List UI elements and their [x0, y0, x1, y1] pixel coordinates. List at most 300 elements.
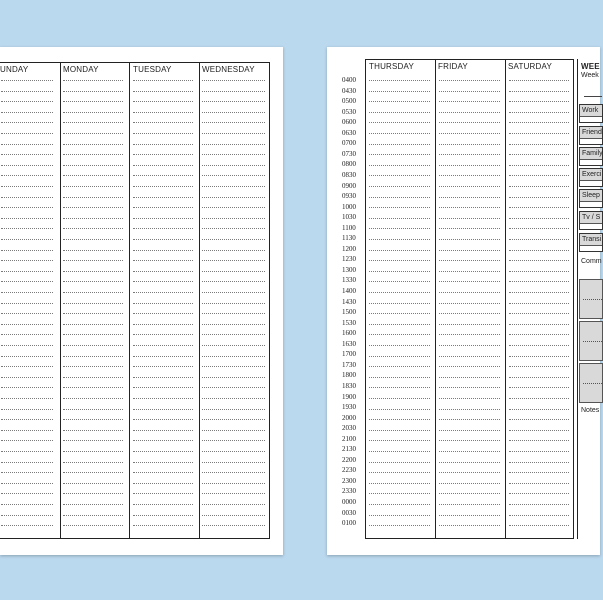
- entry-line[interactable]: [63, 472, 123, 473]
- summary-box[interactable]: [579, 189, 603, 208]
- entry-line[interactable]: [133, 197, 193, 198]
- entry-line[interactable]: [369, 334, 430, 335]
- summary-box[interactable]: [579, 126, 603, 145]
- entry-line[interactable]: [63, 313, 123, 314]
- entry-line[interactable]: [133, 472, 193, 473]
- entry-line[interactable]: [509, 101, 569, 102]
- entry-line[interactable]: [133, 345, 193, 346]
- entry-line[interactable]: [133, 366, 193, 367]
- entry-line[interactable]: [1, 218, 53, 219]
- entry-line[interactable]: [63, 366, 123, 367]
- entry-line[interactable]: [509, 462, 569, 463]
- entry-line[interactable]: [202, 281, 265, 282]
- entry-line[interactable]: [369, 250, 430, 251]
- entry-line[interactable]: [63, 515, 123, 516]
- entry-line[interactable]: [509, 250, 569, 251]
- entry-line[interactable]: [1, 324, 53, 325]
- entry-line[interactable]: [439, 504, 500, 505]
- summary-box[interactable]: [579, 104, 603, 123]
- entry-line[interactable]: [202, 515, 265, 516]
- entry-line[interactable]: [63, 356, 123, 357]
- entry-line[interactable]: [133, 440, 193, 441]
- entry-line[interactable]: [202, 186, 265, 187]
- entry-line[interactable]: [133, 281, 193, 282]
- entry-line[interactable]: [1, 271, 53, 272]
- entry-line[interactable]: [1, 451, 53, 452]
- entry-line[interactable]: [63, 334, 123, 335]
- entry-line[interactable]: [439, 303, 500, 304]
- entry-line[interactable]: [369, 525, 430, 526]
- entry-line[interactable]: [202, 430, 265, 431]
- entry-line[interactable]: [369, 387, 430, 388]
- entry-line[interactable]: [509, 154, 569, 155]
- entry-line[interactable]: [133, 419, 193, 420]
- entry-line[interactable]: [133, 292, 193, 293]
- entry-line[interactable]: [369, 260, 430, 261]
- entry-line[interactable]: [439, 334, 500, 335]
- entry-line[interactable]: [1, 197, 53, 198]
- entry-line[interactable]: [202, 292, 265, 293]
- entry-line[interactable]: [439, 356, 500, 357]
- entry-line[interactable]: [63, 165, 123, 166]
- entry-line[interactable]: [439, 409, 500, 410]
- entry-line[interactable]: [133, 133, 193, 134]
- comment-block[interactable]: [579, 279, 603, 319]
- entry-line[interactable]: [63, 324, 123, 325]
- entry-line[interactable]: [509, 228, 569, 229]
- entry-line[interactable]: [202, 504, 265, 505]
- entry-line[interactable]: [202, 228, 265, 229]
- entry-line[interactable]: [63, 260, 123, 261]
- entry-line[interactable]: [439, 228, 500, 229]
- entry-line[interactable]: [133, 493, 193, 494]
- entry-line[interactable]: [509, 430, 569, 431]
- entry-line[interactable]: [202, 239, 265, 240]
- entry-line[interactable]: [369, 175, 430, 176]
- entry-line[interactable]: [1, 483, 53, 484]
- entry-line[interactable]: [63, 281, 123, 282]
- entry-line[interactable]: [202, 80, 265, 81]
- entry-line[interactable]: [63, 483, 123, 484]
- entry-line[interactable]: [202, 377, 265, 378]
- entry-line[interactable]: [1, 409, 53, 410]
- entry-line[interactable]: [63, 154, 123, 155]
- entry-line[interactable]: [63, 101, 123, 102]
- entry-line[interactable]: [133, 112, 193, 113]
- entry-line[interactable]: [369, 483, 430, 484]
- entry-line[interactable]: [133, 80, 193, 81]
- entry-line[interactable]: [439, 207, 500, 208]
- entry-line[interactable]: [369, 112, 430, 113]
- entry-line[interactable]: [439, 493, 500, 494]
- entry-line[interactable]: [509, 334, 569, 335]
- entry-line[interactable]: [202, 387, 265, 388]
- entry-line[interactable]: [509, 313, 569, 314]
- entry-line[interactable]: [1, 144, 53, 145]
- entry-line[interactable]: [509, 345, 569, 346]
- entry-line[interactable]: [369, 409, 430, 410]
- entry-line[interactable]: [1, 239, 53, 240]
- entry-line[interactable]: [509, 377, 569, 378]
- entry-line[interactable]: [63, 303, 123, 304]
- entry-line[interactable]: [509, 218, 569, 219]
- entry-line[interactable]: [1, 525, 53, 526]
- entry-line[interactable]: [202, 313, 265, 314]
- entry-line[interactable]: [369, 144, 430, 145]
- entry-line[interactable]: [369, 239, 430, 240]
- entry-line[interactable]: [439, 112, 500, 113]
- entry-line[interactable]: [133, 377, 193, 378]
- entry-line[interactable]: [133, 186, 193, 187]
- entry-line[interactable]: [202, 334, 265, 335]
- entry-line[interactable]: [509, 144, 569, 145]
- entry-line[interactable]: [369, 101, 430, 102]
- entry-line[interactable]: [509, 260, 569, 261]
- entry-line[interactable]: [369, 440, 430, 441]
- summary-box[interactable]: [579, 233, 603, 252]
- entry-line[interactable]: [63, 122, 123, 123]
- entry-line[interactable]: [439, 419, 500, 420]
- entry-line[interactable]: [133, 154, 193, 155]
- entry-line[interactable]: [1, 472, 53, 473]
- entry-line[interactable]: [202, 451, 265, 452]
- entry-line[interactable]: [369, 228, 430, 229]
- entry-line[interactable]: [133, 175, 193, 176]
- entry-line[interactable]: [202, 440, 265, 441]
- entry-line[interactable]: [202, 218, 265, 219]
- entry-line[interactable]: [63, 91, 123, 92]
- entry-line[interactable]: [369, 218, 430, 219]
- entry-line[interactable]: [1, 303, 53, 304]
- entry-line[interactable]: [202, 165, 265, 166]
- entry-line[interactable]: [509, 197, 569, 198]
- entry-line[interactable]: [1, 281, 53, 282]
- entry-line[interactable]: [202, 493, 265, 494]
- entry-line[interactable]: [202, 303, 265, 304]
- entry-line[interactable]: [509, 239, 569, 240]
- entry-line[interactable]: [63, 409, 123, 410]
- entry-line[interactable]: [202, 154, 265, 155]
- entry-line[interactable]: [1, 133, 53, 134]
- entry-line[interactable]: [439, 91, 500, 92]
- entry-line[interactable]: [202, 91, 265, 92]
- entry-line[interactable]: [202, 324, 265, 325]
- entry-line[interactable]: [1, 504, 53, 505]
- entry-line[interactable]: [63, 239, 123, 240]
- entry-line[interactable]: [63, 493, 123, 494]
- entry-line[interactable]: [1, 207, 53, 208]
- summary-box[interactable]: [579, 147, 603, 166]
- entry-line[interactable]: [63, 462, 123, 463]
- entry-line[interactable]: [1, 154, 53, 155]
- entry-line[interactable]: [202, 345, 265, 346]
- comment-block[interactable]: [579, 321, 603, 361]
- entry-line[interactable]: [439, 525, 500, 526]
- entry-line[interactable]: [63, 451, 123, 452]
- entry-line[interactable]: [439, 483, 500, 484]
- entry-line[interactable]: [369, 356, 430, 357]
- entry-line[interactable]: [439, 281, 500, 282]
- entry-line[interactable]: [439, 165, 500, 166]
- entry-line[interactable]: [1, 80, 53, 81]
- entry-line[interactable]: [509, 356, 569, 357]
- entry-line[interactable]: [369, 303, 430, 304]
- entry-line[interactable]: [202, 419, 265, 420]
- entry-line[interactable]: [202, 175, 265, 176]
- entry-line[interactable]: [133, 101, 193, 102]
- entry-line[interactable]: [202, 260, 265, 261]
- entry-line[interactable]: [509, 440, 569, 441]
- entry-line[interactable]: [369, 186, 430, 187]
- entry-line[interactable]: [202, 409, 265, 410]
- entry-line[interactable]: [509, 112, 569, 113]
- entry-line[interactable]: [369, 377, 430, 378]
- entry-line[interactable]: [509, 387, 569, 388]
- entry-line[interactable]: [439, 144, 500, 145]
- entry-line[interactable]: [133, 462, 193, 463]
- entry-line[interactable]: [509, 292, 569, 293]
- week-field[interactable]: [584, 89, 602, 97]
- entry-line[interactable]: [369, 165, 430, 166]
- entry-line[interactable]: [133, 313, 193, 314]
- entry-line[interactable]: [202, 356, 265, 357]
- entry-line[interactable]: [369, 122, 430, 123]
- entry-line[interactable]: [63, 207, 123, 208]
- entry-line[interactable]: [369, 154, 430, 155]
- entry-line[interactable]: [439, 218, 500, 219]
- entry-line[interactable]: [202, 366, 265, 367]
- entry-line[interactable]: [202, 197, 265, 198]
- entry-line[interactable]: [1, 228, 53, 229]
- entry-line[interactable]: [369, 430, 430, 431]
- entry-line[interactable]: [509, 419, 569, 420]
- entry-line[interactable]: [202, 133, 265, 134]
- entry-line[interactable]: [509, 186, 569, 187]
- entry-line[interactable]: [439, 250, 500, 251]
- entry-line[interactable]: [439, 430, 500, 431]
- entry-line[interactable]: [63, 250, 123, 251]
- entry-line[interactable]: [133, 324, 193, 325]
- entry-line[interactable]: [509, 207, 569, 208]
- entry-line[interactable]: [63, 144, 123, 145]
- entry-line[interactable]: [439, 122, 500, 123]
- entry-line[interactable]: [509, 472, 569, 473]
- entry-line[interactable]: [439, 133, 500, 134]
- entry-line[interactable]: [202, 112, 265, 113]
- entry-line[interactable]: [439, 472, 500, 473]
- entry-line[interactable]: [202, 525, 265, 526]
- entry-line[interactable]: [133, 430, 193, 431]
- entry-line[interactable]: [133, 483, 193, 484]
- entry-line[interactable]: [1, 101, 53, 102]
- entry-line[interactable]: [1, 387, 53, 388]
- entry-line[interactable]: [439, 440, 500, 441]
- entry-line[interactable]: [63, 525, 123, 526]
- entry-line[interactable]: [369, 324, 430, 325]
- entry-line[interactable]: [439, 239, 500, 240]
- entry-line[interactable]: [439, 377, 500, 378]
- entry-line[interactable]: [509, 281, 569, 282]
- entry-line[interactable]: [202, 207, 265, 208]
- entry-line[interactable]: [369, 419, 430, 420]
- entry-line[interactable]: [63, 175, 123, 176]
- entry-line[interactable]: [63, 440, 123, 441]
- entry-line[interactable]: [1, 377, 53, 378]
- entry-line[interactable]: [509, 451, 569, 452]
- entry-line[interactable]: [1, 356, 53, 357]
- entry-line[interactable]: [369, 80, 430, 81]
- entry-line[interactable]: [439, 154, 500, 155]
- entry-line[interactable]: [63, 292, 123, 293]
- entry-line[interactable]: [369, 207, 430, 208]
- entry-line[interactable]: [509, 409, 569, 410]
- entry-line[interactable]: [1, 175, 53, 176]
- entry-line[interactable]: [133, 504, 193, 505]
- entry-line[interactable]: [439, 345, 500, 346]
- entry-line[interactable]: [369, 493, 430, 494]
- entry-line[interactable]: [133, 303, 193, 304]
- entry-line[interactable]: [133, 409, 193, 410]
- entry-line[interactable]: [509, 525, 569, 526]
- entry-line[interactable]: [439, 313, 500, 314]
- entry-line[interactable]: [1, 112, 53, 113]
- entry-line[interactable]: [63, 112, 123, 113]
- entry-line[interactable]: [369, 366, 430, 367]
- entry-line[interactable]: [439, 324, 500, 325]
- entry-line[interactable]: [133, 398, 193, 399]
- entry-line[interactable]: [1, 186, 53, 187]
- entry-line[interactable]: [133, 91, 193, 92]
- entry-line[interactable]: [509, 303, 569, 304]
- entry-line[interactable]: [133, 260, 193, 261]
- entry-line[interactable]: [1, 430, 53, 431]
- entry-line[interactable]: [133, 515, 193, 516]
- entry-line[interactable]: [369, 91, 430, 92]
- entry-line[interactable]: [439, 80, 500, 81]
- entry-line[interactable]: [369, 515, 430, 516]
- entry-line[interactable]: [63, 419, 123, 420]
- entry-line[interactable]: [439, 292, 500, 293]
- entry-line[interactable]: [1, 493, 53, 494]
- entry-line[interactable]: [202, 462, 265, 463]
- entry-line[interactable]: [369, 462, 430, 463]
- entry-line[interactable]: [439, 271, 500, 272]
- entry-line[interactable]: [439, 366, 500, 367]
- entry-line[interactable]: [202, 472, 265, 473]
- entry-line[interactable]: [1, 366, 53, 367]
- entry-line[interactable]: [133, 334, 193, 335]
- entry-line[interactable]: [63, 398, 123, 399]
- entry-line[interactable]: [202, 483, 265, 484]
- entry-line[interactable]: [202, 271, 265, 272]
- entry-line[interactable]: [369, 345, 430, 346]
- entry-line[interactable]: [63, 228, 123, 229]
- entry-line[interactable]: [63, 197, 123, 198]
- entry-line[interactable]: [133, 122, 193, 123]
- entry-line[interactable]: [133, 239, 193, 240]
- entry-line[interactable]: [63, 345, 123, 346]
- entry-line[interactable]: [369, 197, 430, 198]
- entry-line[interactable]: [439, 398, 500, 399]
- entry-line[interactable]: [369, 472, 430, 473]
- entry-line[interactable]: [133, 250, 193, 251]
- entry-line[interactable]: [202, 144, 265, 145]
- entry-line[interactable]: [133, 165, 193, 166]
- entry-line[interactable]: [63, 80, 123, 81]
- entry-line[interactable]: [1, 250, 53, 251]
- entry-line[interactable]: [439, 387, 500, 388]
- entry-line[interactable]: [509, 366, 569, 367]
- entry-line[interactable]: [439, 186, 500, 187]
- entry-line[interactable]: [1, 515, 53, 516]
- entry-line[interactable]: [133, 271, 193, 272]
- entry-line[interactable]: [1, 462, 53, 463]
- entry-line[interactable]: [1, 91, 53, 92]
- entry-line[interactable]: [509, 504, 569, 505]
- entry-line[interactable]: [133, 218, 193, 219]
- entry-line[interactable]: [63, 133, 123, 134]
- entry-line[interactable]: [63, 377, 123, 378]
- entry-line[interactable]: [509, 165, 569, 166]
- entry-line[interactable]: [63, 504, 123, 505]
- summary-box[interactable]: [579, 168, 603, 187]
- entry-line[interactable]: [509, 271, 569, 272]
- entry-line[interactable]: [63, 387, 123, 388]
- entry-line[interactable]: [1, 292, 53, 293]
- entry-line[interactable]: [509, 398, 569, 399]
- entry-line[interactable]: [509, 80, 569, 81]
- comment-block[interactable]: [579, 363, 603, 403]
- entry-line[interactable]: [369, 133, 430, 134]
- entry-line[interactable]: [509, 324, 569, 325]
- entry-line[interactable]: [202, 250, 265, 251]
- entry-line[interactable]: [369, 504, 430, 505]
- entry-line[interactable]: [1, 398, 53, 399]
- entry-line[interactable]: [1, 345, 53, 346]
- entry-line[interactable]: [133, 356, 193, 357]
- entry-line[interactable]: [509, 493, 569, 494]
- entry-line[interactable]: [133, 525, 193, 526]
- entry-line[interactable]: [202, 398, 265, 399]
- entry-line[interactable]: [1, 165, 53, 166]
- entry-line[interactable]: [439, 260, 500, 261]
- entry-line[interactable]: [133, 144, 193, 145]
- entry-line[interactable]: [63, 218, 123, 219]
- entry-line[interactable]: [509, 122, 569, 123]
- entry-line[interactable]: [1, 260, 53, 261]
- entry-line[interactable]: [63, 271, 123, 272]
- entry-line[interactable]: [63, 430, 123, 431]
- entry-line[interactable]: [133, 228, 193, 229]
- entry-line[interactable]: [439, 451, 500, 452]
- entry-line[interactable]: [509, 91, 569, 92]
- entry-line[interactable]: [1, 313, 53, 314]
- entry-line[interactable]: [439, 197, 500, 198]
- entry-line[interactable]: [202, 122, 265, 123]
- entry-line[interactable]: [1, 419, 53, 420]
- entry-line[interactable]: [63, 186, 123, 187]
- entry-line[interactable]: [509, 133, 569, 134]
- entry-line[interactable]: [369, 398, 430, 399]
- entry-line[interactable]: [1, 334, 53, 335]
- entry-line[interactable]: [439, 515, 500, 516]
- entry-line[interactable]: [1, 440, 53, 441]
- entry-line[interactable]: [369, 313, 430, 314]
- entry-line[interactable]: [133, 451, 193, 452]
- entry-line[interactable]: [369, 271, 430, 272]
- entry-line[interactable]: [509, 515, 569, 516]
- entry-line[interactable]: [439, 101, 500, 102]
